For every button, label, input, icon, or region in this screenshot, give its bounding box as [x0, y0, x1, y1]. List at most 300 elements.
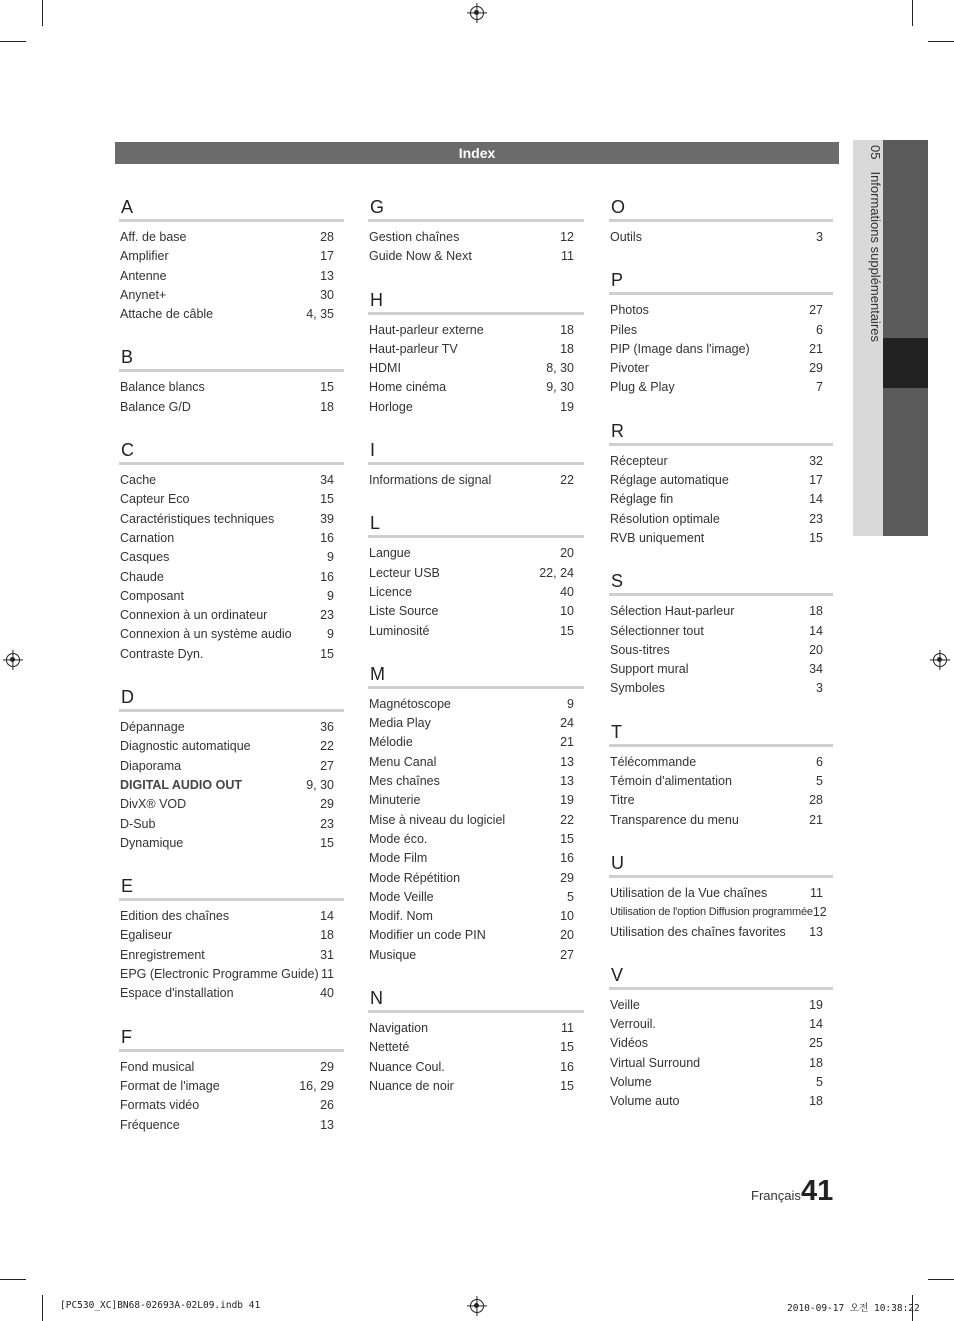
- entry-term: Nuance de noir: [369, 1078, 454, 1093]
- entry-term: RVB uniquement: [610, 530, 705, 545]
- entry-pages: 40: [320, 986, 334, 1001]
- index-entry: [369, 888, 584, 907]
- index-entry: [120, 378, 344, 397]
- entry-term: Modif. Nom: [369, 909, 433, 924]
- section-divider: [119, 709, 344, 712]
- entry-pages: 29: [560, 870, 574, 885]
- entry-pages: 6: [816, 322, 823, 337]
- entry-pages: 4, 35: [306, 307, 334, 322]
- entry-term: Modifier un code PIN: [369, 928, 486, 943]
- entry-term: Caractéristiques techniques: [120, 511, 275, 526]
- index-entry: [369, 471, 584, 490]
- index-entry: [610, 378, 833, 397]
- index-entry: [610, 923, 833, 942]
- index-entry: [610, 340, 833, 359]
- entry-term: Utilisation de la Vue chaînes: [610, 885, 768, 900]
- crop-mark: [928, 41, 954, 42]
- entry-term: Amplifier: [120, 249, 169, 264]
- entry-pages: 3: [816, 681, 823, 696]
- entry-term: Mode Veille: [369, 889, 434, 904]
- index-section: [610, 269, 833, 397]
- section-letter: I: [370, 440, 376, 461]
- entry-pages: 12: [560, 230, 574, 244]
- section-letter: D: [121, 687, 134, 708]
- chapter-tab-marker: [883, 338, 928, 388]
- entry-term: Navigation: [369, 1021, 429, 1036]
- index-entry: [120, 965, 344, 984]
- section-divider: [609, 744, 833, 747]
- section-divider: [609, 593, 833, 596]
- entry-term: Virtual Surround: [610, 1055, 701, 1070]
- entry-term: Fréquence: [120, 1117, 180, 1132]
- entry-pages: 5: [816, 1075, 823, 1090]
- index-section: [610, 196, 833, 247]
- entry-pages: 18: [809, 1055, 823, 1070]
- index-section: [610, 852, 833, 942]
- index-section: [369, 289, 584, 417]
- entry-pages: 8, 30: [546, 361, 574, 376]
- index-entry: [120, 645, 344, 664]
- entry-term: Chaude: [120, 569, 164, 584]
- entry-term: Réglage automatique: [610, 473, 729, 488]
- index-entry: [610, 228, 833, 247]
- crop-mark: [0, 1279, 26, 1280]
- index-entry: [369, 544, 584, 563]
- entry-term: Diaporama: [120, 758, 182, 773]
- index-entry: [369, 378, 584, 397]
- index-entry: [610, 490, 833, 509]
- entry-pages: 22: [560, 473, 574, 488]
- index-entry: [369, 340, 584, 359]
- index-entry: [120, 815, 344, 834]
- index-entry: [610, 811, 833, 830]
- entry-pages: 18: [320, 928, 334, 943]
- entry-pages: 15: [560, 831, 574, 846]
- entry-term: Mode Répétition: [369, 870, 461, 885]
- index-column-1: [120, 196, 344, 1157]
- index-entry: [120, 606, 344, 625]
- entry-term: Lecteur USB: [369, 565, 440, 580]
- entry-term: Utilisation des chaînes favorites: [610, 924, 786, 939]
- entry-term: Fond musical: [120, 1059, 195, 1074]
- index-section: [120, 875, 344, 1003]
- entry-term: Gestion chaînes: [369, 230, 460, 244]
- section-letter: O: [611, 197, 626, 217]
- entry-pages: 19: [560, 399, 574, 414]
- section-divider: [368, 535, 584, 538]
- index-entry: [610, 903, 833, 922]
- entry-term: HDMI: [369, 361, 401, 376]
- entry-pages: 16: [560, 851, 574, 866]
- index-entry: [610, 359, 833, 378]
- crop-mark: [42, 1295, 43, 1321]
- entry-term: Luminosité: [369, 623, 430, 638]
- index-entry: [610, 321, 833, 340]
- entry-term: Espace d'installation: [120, 986, 234, 1001]
- chapter-title: Informations supplémentaires: [868, 171, 883, 342]
- index-entry: [120, 795, 344, 814]
- section-divider: [119, 219, 344, 222]
- index-entry: [120, 548, 344, 567]
- index-entry: [610, 660, 833, 679]
- index-entry: [369, 564, 584, 583]
- entry-pages: 15: [560, 1078, 574, 1093]
- index-entry: [120, 718, 344, 737]
- section-letter: R: [611, 420, 624, 441]
- section-letter: G: [370, 197, 385, 217]
- entry-term: Aff. de base: [120, 230, 187, 244]
- index-entry: [120, 625, 344, 644]
- entry-term: Format de l'image: [120, 1078, 220, 1093]
- entry-pages: 9, 30: [306, 777, 334, 792]
- entry-term: Balance G/D: [120, 399, 191, 414]
- chapter-label: [868, 145, 883, 342]
- index-entry: [610, 791, 833, 810]
- entry-term: Photos: [610, 303, 649, 318]
- entry-term: Transparence du menu: [610, 812, 739, 827]
- print-slug-file: [PC530_XC]BN68-02693A-02L09.indb 41: [60, 1300, 261, 1311]
- index-entry: [610, 641, 833, 660]
- entry-term: Verrouil.: [610, 1017, 656, 1032]
- entry-pages: 24: [560, 716, 574, 731]
- crop-mark: [928, 1279, 954, 1280]
- entry-pages: 9: [327, 550, 334, 565]
- entry-pages: 15: [320, 380, 334, 395]
- index-entry: [610, 1015, 833, 1034]
- entry-pages: 13: [560, 774, 574, 789]
- index-section: [369, 512, 584, 640]
- section-divider: [368, 1010, 584, 1013]
- entry-term: Plug & Play: [610, 380, 675, 395]
- section-letter: V: [611, 964, 624, 985]
- entry-pages: 27: [560, 947, 574, 962]
- index-entry: [120, 1077, 344, 1096]
- index-entry: [369, 602, 584, 621]
- entry-term: DIGITAL AUDIO OUT: [120, 777, 242, 792]
- entry-pages: 14: [809, 492, 823, 507]
- index-entry: [610, 753, 833, 772]
- section-letter: T: [611, 721, 622, 742]
- entry-pages: 14: [320, 909, 334, 924]
- entry-pages: 16: [560, 1059, 574, 1074]
- entry-pages: 17: [320, 249, 334, 264]
- registration-mark-icon: [933, 653, 947, 667]
- entry-term: Volume: [610, 1075, 652, 1090]
- entry-term: Haut-parleur externe: [369, 322, 484, 337]
- entry-pages: 6: [816, 754, 823, 769]
- entry-pages: 11: [561, 1021, 574, 1036]
- index-entry: [369, 1077, 584, 1096]
- entry-pages: 20: [560, 546, 574, 561]
- entry-term: Guide Now & Next: [369, 249, 472, 264]
- index-entry: [120, 305, 344, 324]
- entry-pages: 29: [320, 797, 334, 812]
- entry-term: Enregistrement: [120, 947, 205, 962]
- index-section: [610, 964, 833, 1112]
- entry-pages: 28: [809, 793, 823, 808]
- entry-term: Connexion à un ordinateur: [120, 608, 268, 623]
- entry-pages: 23: [809, 511, 823, 526]
- entry-pages: 7: [816, 380, 823, 395]
- index-entry: [610, 622, 833, 641]
- entry-pages: 20: [809, 642, 823, 657]
- index-entry: [369, 359, 584, 378]
- entry-pages: 9: [327, 588, 334, 603]
- crop-mark: [42, 0, 43, 26]
- entry-pages: 5: [816, 774, 823, 789]
- entry-term: Récepteur: [610, 453, 668, 468]
- entry-pages: 18: [560, 341, 574, 356]
- section-divider: [609, 443, 833, 446]
- section-letter: P: [611, 270, 624, 291]
- index-entry: [610, 602, 833, 621]
- entry-pages: 21: [560, 735, 574, 750]
- index-entry: [369, 907, 584, 926]
- index-section: [120, 439, 344, 664]
- entry-term: Pivoter: [610, 361, 649, 376]
- entry-term: Composant: [120, 588, 184, 603]
- entry-pages: 9: [567, 696, 574, 711]
- entry-pages: 26: [320, 1098, 334, 1113]
- entry-pages: 10: [560, 604, 574, 619]
- index-section: [369, 987, 584, 1096]
- section-divider: [368, 312, 584, 315]
- index-entry: [610, 996, 833, 1015]
- section-divider: [368, 219, 584, 222]
- entry-term: Mélodie: [369, 735, 413, 750]
- index-entry: [369, 811, 584, 830]
- print-slug-date: 2010-09-17 오전 10:38:22: [787, 1303, 920, 1314]
- index-entry: [120, 907, 344, 926]
- entry-pages: 11: [561, 249, 574, 264]
- entry-pages: 34: [809, 662, 823, 677]
- entry-term: Outils: [610, 230, 642, 244]
- entry-term: Minuterie: [369, 793, 421, 808]
- entry-term: Mode Film: [369, 851, 428, 866]
- registration-mark-icon: [470, 6, 484, 20]
- index-entry: [610, 529, 833, 548]
- index-entry: [120, 1096, 344, 1115]
- section-divider: [609, 292, 833, 295]
- entry-pages: 40: [560, 584, 574, 599]
- index-entry: [610, 452, 833, 471]
- entry-term: Dépannage: [120, 720, 185, 735]
- section-letter: F: [121, 1026, 132, 1047]
- entry-term: Licence: [369, 584, 413, 599]
- index-entry: [120, 587, 344, 606]
- entry-pages: 16, 29: [299, 1078, 334, 1093]
- entry-term: Utilisation de l'option Diffusion programmée: [610, 906, 813, 919]
- entry-pages: 13: [320, 1117, 334, 1132]
- entry-term: Langue: [369, 546, 411, 561]
- index-entry: [369, 830, 584, 849]
- entry-pages: 32: [809, 453, 823, 468]
- entry-term: Symboles: [610, 681, 665, 696]
- index-entry: [120, 1058, 344, 1077]
- index-entry: [120, 490, 344, 509]
- entry-pages: 21: [809, 812, 823, 827]
- entry-pages: 27: [320, 758, 334, 773]
- entry-pages: 15: [320, 646, 334, 661]
- index-entry: [369, 695, 584, 714]
- section-divider: [119, 898, 344, 901]
- section-divider: [368, 686, 584, 689]
- entry-term: D-Sub: [120, 816, 156, 831]
- index-entry: [610, 1092, 833, 1111]
- section-divider: [119, 1049, 344, 1052]
- entry-pages: 21: [809, 341, 823, 356]
- index-entry: [369, 946, 584, 965]
- entry-term: Piles: [610, 322, 638, 337]
- entry-term: Liste Source: [369, 604, 439, 619]
- entry-term: DivX® VOD: [120, 797, 187, 812]
- index-entry: [120, 757, 344, 776]
- footer-language: Français: [751, 1188, 801, 1203]
- index-section: [120, 196, 344, 324]
- index-entry: [610, 1073, 833, 1092]
- entry-pages: 23: [320, 816, 334, 831]
- entry-term: Connexion à un système audio: [120, 627, 292, 642]
- entry-term: Attache de câble: [120, 307, 214, 322]
- index-entry: [610, 772, 833, 791]
- entry-pages: 19: [560, 793, 574, 808]
- index-entry: [369, 733, 584, 752]
- index-entry: [120, 834, 344, 853]
- page-title: Index: [115, 142, 839, 164]
- entry-term: Horloge: [369, 399, 413, 414]
- registration-mark-icon: [470, 1299, 484, 1313]
- entry-pages: 3: [816, 230, 823, 244]
- index-section: [610, 570, 833, 698]
- entry-term: Musique: [369, 947, 417, 962]
- entry-pages: 19: [809, 997, 823, 1012]
- index-entry: [369, 321, 584, 340]
- index-entry: [369, 714, 584, 733]
- index-entry: [610, 301, 833, 320]
- entry-term: Menu Canal: [369, 754, 437, 769]
- entry-pages: 30: [320, 287, 334, 302]
- section-letter: U: [611, 852, 624, 873]
- index-entry: [610, 1034, 833, 1053]
- index-entry: [120, 776, 344, 795]
- entry-pages: 22: [320, 739, 334, 754]
- entry-pages: 25: [809, 1036, 823, 1051]
- entry-pages: 5: [567, 889, 574, 904]
- index-entry: [369, 926, 584, 945]
- registration-mark-icon: [6, 653, 20, 667]
- section-divider: [609, 219, 833, 222]
- page-number: 41: [801, 1175, 834, 1207]
- index-entry: [369, 622, 584, 641]
- index-entry: [369, 869, 584, 888]
- entry-term: Cache: [120, 473, 157, 488]
- section-letter: B: [121, 347, 134, 368]
- entry-pages: 18: [809, 1094, 823, 1109]
- entry-term: Contraste Dyn.: [120, 646, 204, 661]
- entry-term: Vidéos: [610, 1036, 648, 1051]
- entry-term: Résolution optimale: [610, 511, 720, 526]
- index-entry: [610, 471, 833, 490]
- index-entry: [369, 228, 584, 247]
- section-divider: [609, 875, 833, 878]
- entry-pages: 11: [810, 885, 823, 900]
- entry-term: Sélectionner tout: [610, 623, 704, 638]
- entry-pages: 29: [809, 361, 823, 376]
- entry-pages: 28: [320, 230, 334, 244]
- entry-pages: 12: [812, 905, 827, 920]
- entry-term: Mes chaînes: [369, 774, 440, 789]
- entry-term: Mode éco.: [369, 831, 428, 846]
- index-entry: [610, 884, 833, 903]
- index-section: [120, 1026, 344, 1135]
- index-entry: [120, 471, 344, 490]
- index-entry: [610, 679, 833, 698]
- entry-term: Balance blancs: [120, 380, 205, 395]
- crop-mark: [0, 41, 26, 42]
- index-entry: [120, 568, 344, 587]
- entry-term: Egaliseur: [120, 928, 173, 943]
- index-entry: [120, 228, 344, 247]
- index-entry: [369, 398, 584, 417]
- index-entry: [120, 984, 344, 1003]
- index-entry: [369, 247, 584, 266]
- index-entry: [120, 1116, 344, 1135]
- entry-term: Edition des chaînes: [120, 909, 230, 924]
- index-entry: [120, 398, 344, 417]
- entry-pages: 16: [320, 530, 334, 545]
- index-entry: [369, 1038, 584, 1057]
- entry-term: Home cinéma: [369, 380, 447, 395]
- entry-pages: 39: [320, 511, 334, 526]
- entry-pages: 29: [320, 1059, 334, 1074]
- entry-pages: 36: [320, 720, 334, 735]
- entry-pages: 9: [327, 627, 334, 642]
- entry-pages: 10: [560, 909, 574, 924]
- index-section: [610, 420, 833, 548]
- entry-term: Capteur Eco: [120, 492, 190, 507]
- entry-term: Carnation: [120, 530, 175, 545]
- index-entry: [369, 1019, 584, 1038]
- entry-pages: 22, 24: [539, 565, 574, 580]
- entry-term: PIP (Image dans l'image): [610, 341, 750, 356]
- index-entry: [369, 753, 584, 772]
- entry-term: Témoin d'alimentation: [610, 774, 732, 789]
- entry-pages: 18: [809, 604, 823, 619]
- entry-pages: 11: [321, 967, 334, 982]
- chapter-number: 05: [868, 145, 883, 160]
- entry-term: Sous-titres: [610, 642, 670, 657]
- entry-pages: 34: [320, 473, 334, 488]
- section-letter: E: [121, 876, 134, 897]
- entry-term: Formats vidéo: [120, 1098, 200, 1113]
- entry-term: Support mural: [610, 662, 689, 677]
- index-entry: [120, 510, 344, 529]
- entry-pages: 15: [320, 492, 334, 507]
- entry-pages: 23: [320, 608, 334, 623]
- index-entry: [610, 1054, 833, 1073]
- entry-term: Sélection Haut-parleur: [610, 604, 735, 619]
- entry-term: Télécommande: [610, 754, 697, 769]
- section-letter: S: [611, 571, 624, 592]
- section-divider: [368, 462, 584, 465]
- index-entry: [120, 247, 344, 266]
- index-section: [369, 663, 584, 965]
- index-section: [120, 686, 344, 853]
- index-column-3: [610, 196, 833, 1134]
- entry-term: Netteté: [369, 1040, 410, 1055]
- entry-pages: 14: [809, 623, 823, 638]
- entry-pages: 31: [320, 947, 334, 962]
